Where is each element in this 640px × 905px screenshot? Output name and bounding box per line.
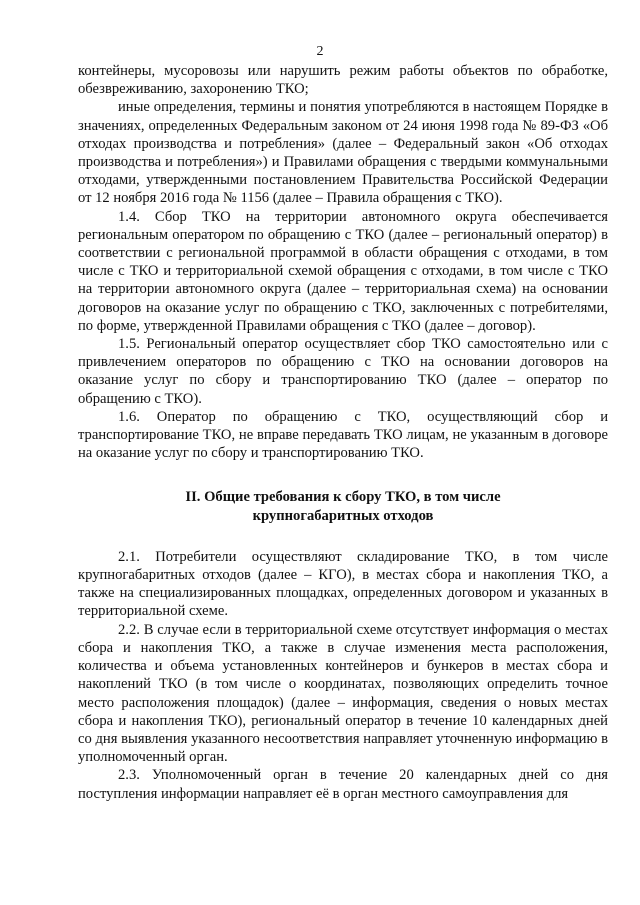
document-body [78, 62, 608, 803]
section-heading-line-2: крупногабаритных отходов [252, 507, 434, 524]
section-heading-line-1: II. Общие требования к сбору ТКО, в том числе [185, 489, 501, 506]
paragraph-2-3: 2.3. Уполномоченный орган в течение 20 календарных дней со дня поступления информации направляет её в орган местного самоуправления для [78, 767, 608, 802]
page-number: 2 [316, 44, 324, 59]
paragraph-2-1: 2.1. Потребители осуществляют складирование ТКО, в том числе крупногабаритных отходов (далее – КГО), в местах сбора и накопления ТКО, а также на специализированных площадках, определенных договором и указанных в территориальной схеме. [78, 548, 608, 620]
paragraph-1-4: 1.4. Сбор ТКО на территории автономного округа обеспечивается региональным оператором по обращению с ТКО (далее – региональный оператор) в соответствии с региональной программой в области обращения с отходами, в том числе с ТКО и территориальной схемой обращения с отходами, в том числе с ТКО на территории автономного округа (далее – территориальная схема) на основании договоров на оказание услуг по обращению с ТКО, заключенных с потребителями, по форме, утвержденной Правилами обращения с ТКО (далее – договор). [78, 208, 608, 334]
paragraph-1-5: 1.5. Региональный оператор осуществляет сбор ТКО самостоятельно или с привлечением операторов по обращению с ТКО на основании договоров на оказание услуг по сбору и транспортированию ТКО (далее – оператор по обращению с ТКО). [78, 336, 608, 407]
paragraph-2-2: 2.2. В случае если в территориальной схеме отсутствует информация о местах сбора и накопления ТКО, а также в случае изменения места расположения, количества и объема установленных контейнеров и бункеров в местах сбора и накоплений ТКО (в том числе о координатах, позволяющих определить точное место расположения площадок) (далее – информация, сведения о новых местах сбора и накопления ТКО), региональный оператор в течение 10 календарных дней со дня выявления указанного несоответствия направляет уточненную информацию в уполномоченный орган. [78, 621, 608, 766]
paragraph-continuation: контейнеры, мусоровозы или нарушить режим работы объектов по обработке, обезвреживанию, захоронению ТКО; [78, 63, 608, 98]
section-heading [78, 488, 608, 524]
paragraph-definitions: иные определения, термины и понятия употребляются в настоящем Порядке в значениях, определенных Федеральным законом от 24 июня 1998 года № 89-ФЗ «Об отходах производства и потребления» (далее – Федеральный закон «Об отходах производства и потребления») и Правилами обращения с твердыми коммунальными отходами, утвержденными постановлением Правительства Российской Федерации от 12 ноября 2016 года № 1156 (далее – Правила обращения с ТКО). [78, 99, 608, 207]
paragraph-1-6: 1.6. Оператор по обращению с ТКО, осуществляющий сбор и транспортирование ТКО, не вправе передавать ТКО лицам, не указанным в договоре на оказание услуг по сбору и транспортированию ТКО. [78, 408, 608, 462]
